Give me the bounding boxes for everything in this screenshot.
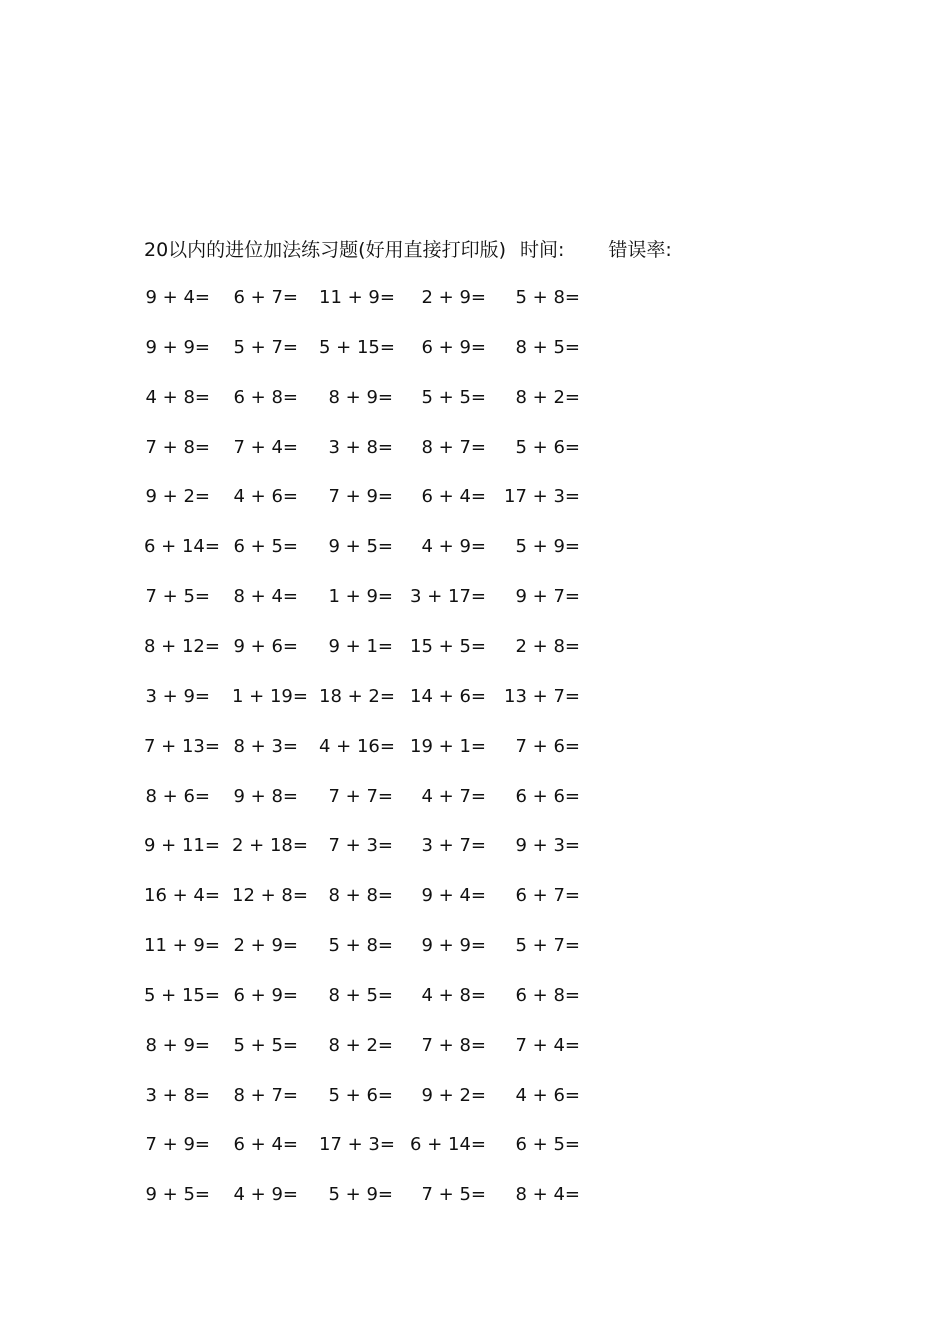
problem-9-4: 14 + 6= <box>410 685 486 707</box>
problem-10-1: 7 + 13= <box>144 735 220 757</box>
problem-16-2: 5 + 5= <box>233 1034 298 1056</box>
problem-13-3: 8 + 8= <box>328 885 393 907</box>
problem-10-3: 4 + 16= <box>319 735 395 757</box>
problem-14-2: 2 + 9= <box>233 935 298 957</box>
problem-17-2: 8 + 7= <box>233 1084 298 1106</box>
problem-9-2: 1 + 19= <box>232 685 308 707</box>
problem-4-2: 7 + 4= <box>233 436 298 458</box>
problem-2-1: 9 + 9= <box>145 336 210 358</box>
problem-10-5: 7 + 6= <box>515 735 580 757</box>
worksheet-title: 20以内的进位加法练习题(好用直接打印版) <box>144 239 507 261</box>
problem-15-5: 6 + 8= <box>515 984 580 1006</box>
problem-8-3: 9 + 1= <box>328 635 393 657</box>
problem-17-3: 5 + 6= <box>328 1084 393 1106</box>
problem-3-1: 4 + 8= <box>145 386 210 408</box>
problem-5-3: 7 + 9= <box>328 486 393 508</box>
problem-16-4: 7 + 8= <box>421 1034 486 1056</box>
problem-13-5: 6 + 7= <box>515 885 580 907</box>
problem-8-5: 2 + 8= <box>515 635 580 657</box>
problem-18-5: 6 + 5= <box>515 1134 580 1156</box>
problem-17-1: 3 + 8= <box>145 1084 210 1106</box>
problem-8-2: 9 + 6= <box>233 635 298 657</box>
problem-2-2: 5 + 7= <box>233 336 298 358</box>
problem-18-2: 6 + 4= <box>233 1134 298 1156</box>
problem-3-5: 8 + 2= <box>515 386 580 408</box>
problem-7-3: 1 + 9= <box>328 586 393 608</box>
problem-13-4: 9 + 4= <box>421 885 486 907</box>
problem-12-2: 2 + 18= <box>232 835 308 857</box>
problem-2-3: 5 + 15= <box>319 336 395 358</box>
problem-19-4: 7 + 5= <box>421 1184 486 1206</box>
problem-9-5: 13 + 7= <box>504 685 580 707</box>
problem-9-1: 3 + 9= <box>145 685 210 707</box>
problem-6-4: 4 + 9= <box>421 536 486 558</box>
problem-12-5: 9 + 3= <box>515 835 580 857</box>
problem-7-2: 8 + 4= <box>233 586 298 608</box>
problem-2-4: 6 + 9= <box>421 336 486 358</box>
problem-16-1: 8 + 9= <box>145 1034 210 1056</box>
problem-7-1: 7 + 5= <box>145 586 210 608</box>
problem-17-5: 4 + 6= <box>515 1084 580 1106</box>
problem-5-5: 17 + 3= <box>504 486 580 508</box>
problem-15-3: 8 + 5= <box>328 984 393 1006</box>
problem-6-1: 6 + 14= <box>144 536 220 558</box>
problem-14-1: 11 + 9= <box>144 935 220 957</box>
problem-11-5: 6 + 6= <box>515 785 580 807</box>
problem-14-3: 5 + 8= <box>328 935 393 957</box>
time-label: 时间: <box>520 239 565 261</box>
problem-3-4: 5 + 5= <box>421 386 486 408</box>
problem-14-4: 9 + 9= <box>421 935 486 957</box>
problem-3-2: 6 + 8= <box>233 386 298 408</box>
problem-15-2: 6 + 9= <box>233 984 298 1006</box>
problem-12-4: 3 + 7= <box>421 835 486 857</box>
problem-14-5: 5 + 7= <box>515 935 580 957</box>
problem-5-1: 9 + 2= <box>145 486 210 508</box>
problem-13-1: 16 + 4= <box>144 885 220 907</box>
problem-8-4: 15 + 5= <box>410 635 486 657</box>
problem-19-5: 8 + 4= <box>515 1184 580 1206</box>
problem-10-2: 8 + 3= <box>233 735 298 757</box>
problem-11-3: 7 + 7= <box>328 785 393 807</box>
problem-9-3: 18 + 2= <box>319 685 395 707</box>
problem-10-4: 19 + 1= <box>410 735 486 757</box>
problem-19-3: 5 + 9= <box>328 1184 393 1206</box>
problem-15-4: 4 + 8= <box>421 984 486 1006</box>
problem-12-3: 7 + 3= <box>328 835 393 857</box>
problem-1-3: 11 + 9= <box>319 287 395 308</box>
problem-11-4: 4 + 7= <box>421 785 486 807</box>
problem-18-3: 17 + 3= <box>319 1134 395 1156</box>
problem-13-2: 12 + 8= <box>232 885 308 907</box>
problem-4-3: 3 + 8= <box>328 436 393 458</box>
problem-18-4: 6 + 14= <box>410 1134 486 1156</box>
problem-1-2: 6 + 7= <box>233 287 298 308</box>
problem-16-3: 8 + 2= <box>328 1034 393 1056</box>
problem-7-4: 3 + 17= <box>410 586 486 608</box>
error-rate-label: 错误率: <box>608 239 672 261</box>
problem-4-5: 5 + 6= <box>515 436 580 458</box>
problem-4-1: 7 + 8= <box>145 436 210 458</box>
problem-6-2: 6 + 5= <box>233 536 298 558</box>
problem-16-5: 7 + 4= <box>515 1034 580 1056</box>
problem-11-1: 8 + 6= <box>145 785 210 807</box>
problem-8-1: 8 + 12= <box>144 635 220 657</box>
problem-3-3: 8 + 9= <box>328 386 393 408</box>
problem-1-5: 5 + 8= <box>515 287 580 308</box>
problem-7-5: 9 + 7= <box>515 586 580 608</box>
problem-18-1: 7 + 9= <box>145 1134 210 1156</box>
problem-1-4: 2 + 9= <box>421 287 486 308</box>
problem-4-4: 8 + 7= <box>421 436 486 458</box>
problem-15-1: 5 + 15= <box>144 984 220 1006</box>
problem-12-1: 9 + 11= <box>144 835 220 857</box>
problem-11-2: 9 + 8= <box>233 785 298 807</box>
problem-17-4: 9 + 2= <box>421 1084 486 1106</box>
problem-6-5: 5 + 9= <box>515 536 580 558</box>
problem-2-5: 8 + 5= <box>515 336 580 358</box>
problem-5-2: 4 + 6= <box>233 486 298 508</box>
problem-19-2: 4 + 9= <box>233 1184 298 1206</box>
problem-19-1: 9 + 5= <box>145 1184 210 1206</box>
problem-5-4: 6 + 4= <box>421 486 486 508</box>
problem-6-3: 9 + 5= <box>328 536 393 558</box>
problem-1-1: 9 + 4= <box>145 287 210 308</box>
